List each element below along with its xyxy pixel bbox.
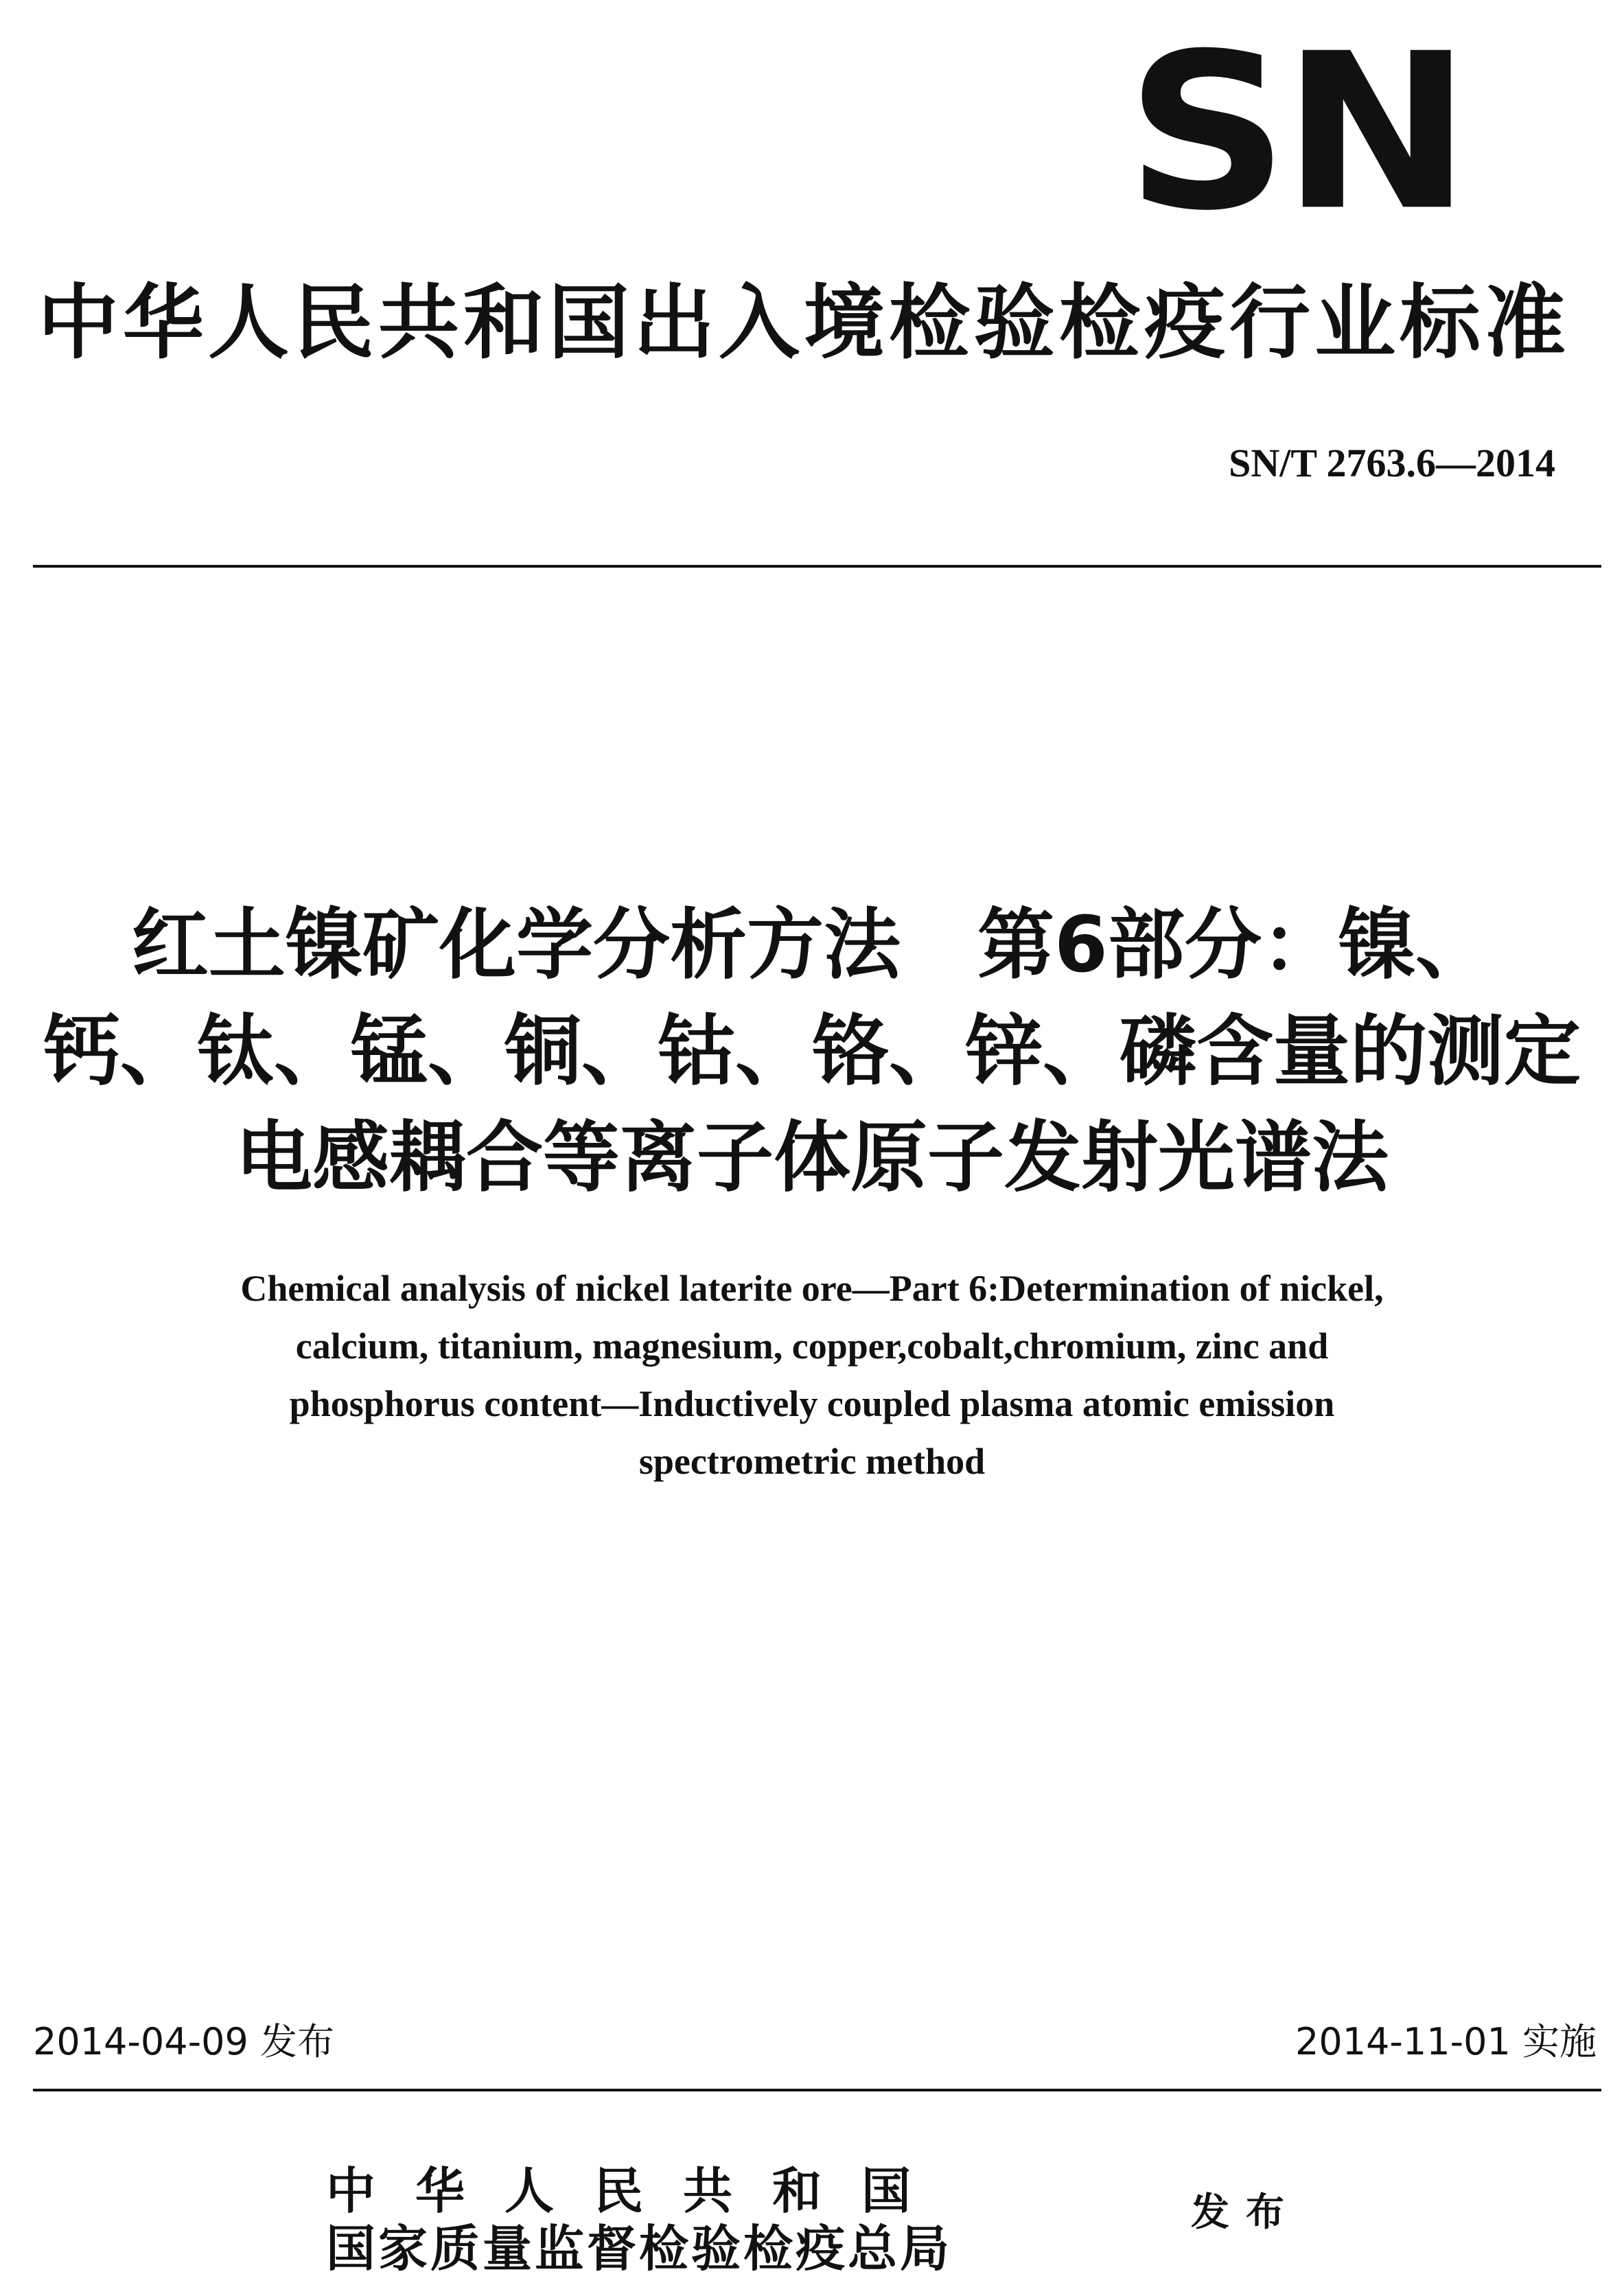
- english-title: [69, 1260, 1555, 1490]
- issue-date: 2014-04-09 发布: [33, 2020, 334, 2063]
- top-divider: [33, 565, 1601, 568]
- publisher-block: [326, 2162, 952, 2277]
- sn-logo: SN: [1126, 7, 1465, 258]
- standard-code: SN/T 2763.6—2014: [1229, 441, 1555, 485]
- english-title-line-4: spectrometric method: [638, 1441, 986, 1482]
- publisher-line-1: 中华人民共和国: [326, 2161, 951, 2220]
- english-title-line-1: Chemical analysis of nickel laterite ore—Part 6:Determination of nickel,: [240, 1268, 1384, 1309]
- implement-date: 2014-11-01 实施: [1295, 2020, 1597, 2063]
- english-title-line-2: calcium, titanium, magnesium, copper,cobalt,chromium, zinc and: [295, 1325, 1329, 1367]
- org-title: 中华人民共和国出入境检验检疫行业标准: [38, 275, 1570, 370]
- chinese-title: [34, 892, 1590, 1211]
- publisher-line-2: 国家质量监督检验检疫总局: [326, 2219, 953, 2277]
- chinese-title-line-3: 电感耦合等离子体原子发射光谱法: [235, 1113, 1389, 1203]
- chinese-title-line-2: 钙、钛、锰、铜、钴、铬、锌、磷含量的测定: [43, 1007, 1581, 1096]
- bottom-divider: [33, 2089, 1601, 2091]
- chinese-title-line-1: 红土镍矿化学分析方法 第6部分：镍、: [132, 901, 1492, 990]
- english-title-line-3: phosphorus content—Inductively coupled plasma atomic emission: [289, 1383, 1335, 1424]
- publish-label: 发布: [1191, 2190, 1301, 2235]
